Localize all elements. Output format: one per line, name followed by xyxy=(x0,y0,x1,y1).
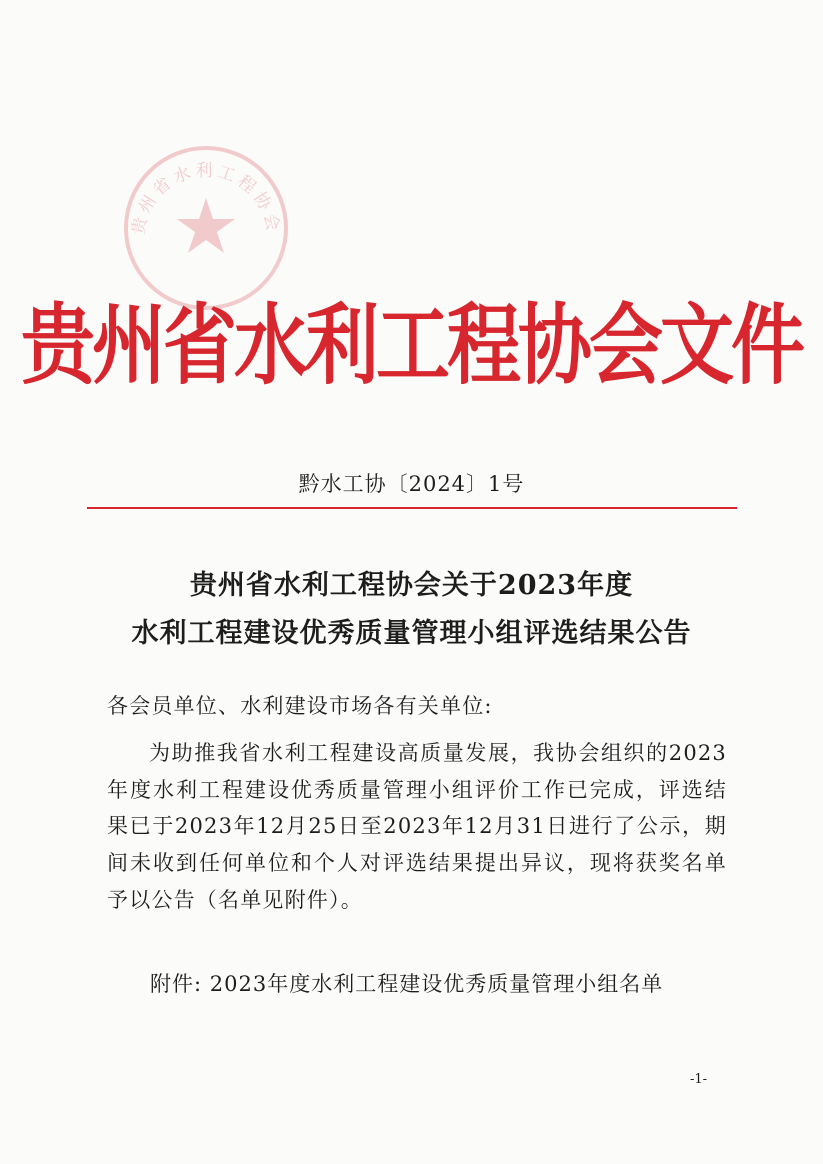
attachment-line: 附件: 2023年度水利工程建设优秀质量管理小组名单 xyxy=(150,972,664,996)
page-number: -1- xyxy=(690,1072,708,1087)
document-number: 黔水工协〔2024〕1号 xyxy=(298,472,525,496)
red-divider xyxy=(87,507,737,509)
body-paragraph: 为助推我省水利工程建设高质量发展，我协会组织的2023年度水利工程建设优秀质量管理小组评价工作已完成，评选结果已于2023年12月25日至2023年12月31日进行了公示，期间未收到任何单位和个人对评选结果提出异议，现将获奖名单予以公告（名单见附件）。 xyxy=(107,741,727,912)
notice-title-line1: 贵州省水利工程协会关于2023年度 xyxy=(189,570,634,601)
letterhead-title: 贵州省水利工程协会文件 xyxy=(21,295,802,397)
svg-text:贵州省水利工程协会: 贵州省水利工程协会 xyxy=(128,161,284,237)
notice-title-line2: 水利工程建设优秀质量管理小组评选结果公告 xyxy=(131,618,692,649)
salutation: 各会员单位、水利建设市场各有关单位: xyxy=(107,694,493,718)
seal-star-icon xyxy=(177,198,235,253)
